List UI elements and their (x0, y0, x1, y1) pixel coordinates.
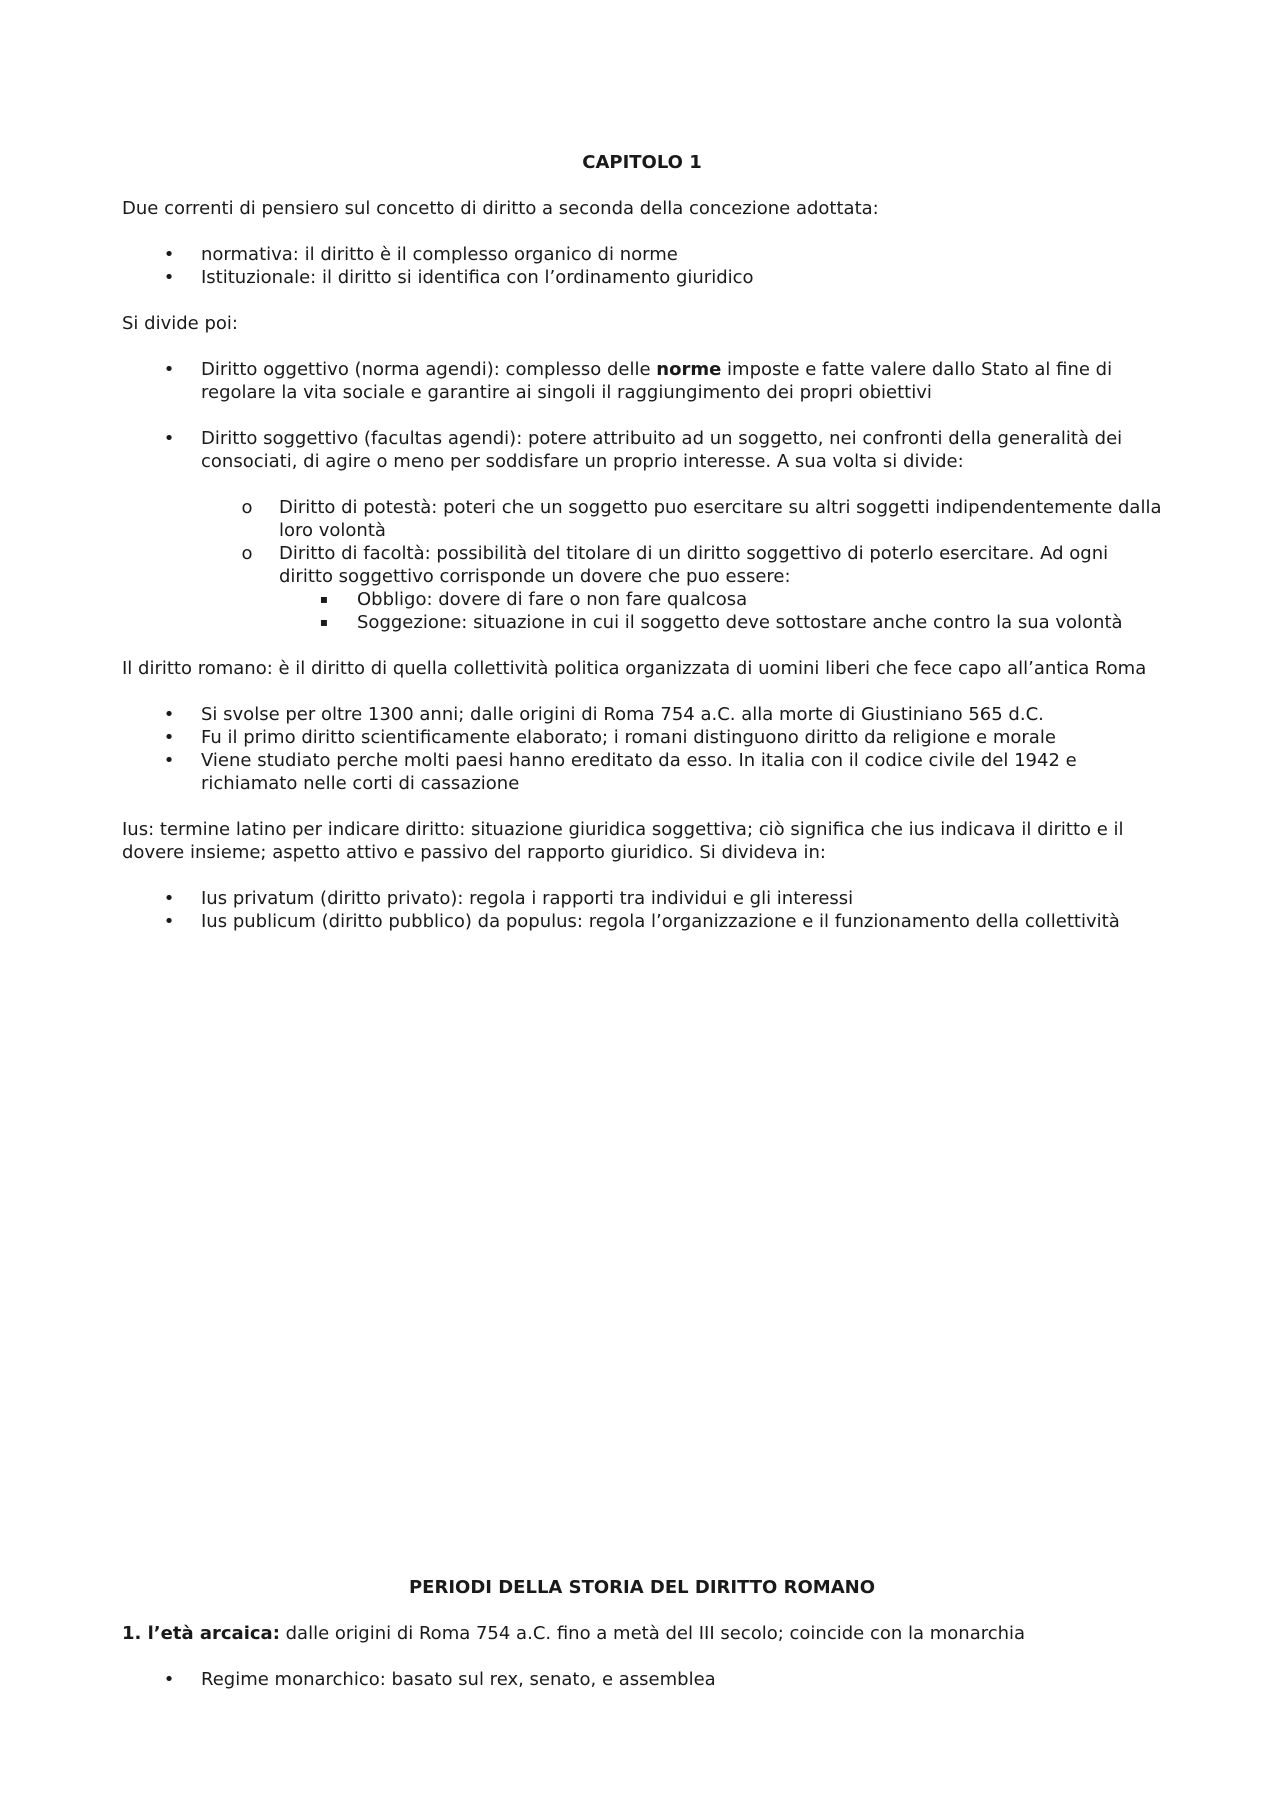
ius-paragraph: Ius: termine latino per indicare diritto: situazione giuridica soggettiva; ciò significa che ius indicava il diritto e il dovere insieme; aspetto attivo e passivo del rapporto giuridico. Si divideva in: (122, 819, 1124, 863)
bullet-marker: • (163, 750, 175, 771)
list-item: • Ius privatum (diritto privato): regola i rapporti tra individui e gli interessi (163, 888, 854, 909)
chapter-1-section (122, 151, 1162, 933)
sottotipi-list (122, 496, 1162, 634)
list-item: • Viene studiato perche molti paesi hanno ereditato da esso. In italia con il codice civile del 1942 e richiamato nelle corti di cassazione (163, 750, 1077, 794)
list-item: o Diritto di potestà: poteri che un soggetto puo esercitare su altri soggetti indipendentemente dalla loro volontà (241, 497, 1162, 541)
bullet-marker: • (163, 359, 175, 380)
divide-paragraph: Si divide poi: (122, 313, 238, 334)
bullet-marker: • (163, 888, 175, 909)
bullet-marker: • (163, 244, 175, 265)
list-item: o Diritto di facoltà: possibilità del titolare di un diritto soggettivo di poterlo esercitare. Ad ogni diritto soggettivo corrisponde un dovere che puo essere: (241, 543, 1109, 587)
bullet-marker: • (163, 727, 175, 748)
list-item-oggettivo: • Diritto oggettivo (norma agendi): complesso delle norme imposte e fatte valere dallo Stato al fine di regolare la vita sociale e garantire ai singoli il raggiungimento dei propri obiettivi (163, 359, 1113, 403)
bullet-marker: • (163, 428, 175, 449)
circle-marker: o (241, 497, 253, 518)
periodi-section (122, 1576, 1162, 1691)
list-item: ▪ Soggezione: situazione in cui il soggetto deve sottostare anche contro la sua volontà (122, 611, 1162, 634)
square-marker: ▪ (319, 592, 329, 606)
list-item: • normativa: il diritto è il complesso organico di norme (163, 244, 678, 265)
square-marker: ▪ (319, 615, 329, 629)
list-item: • Regime monarchico: basato sul rex, senato, e assemblea (163, 1669, 716, 1690)
list-item: • Si svolse per oltre 1300 anni; dalle origini di Roma 754 a.C. alla morte di Giustiniano 565 d.C. (163, 704, 1044, 725)
circle-marker: o (241, 543, 253, 564)
bullet-marker: • (163, 911, 175, 932)
list-item: ▪ Obbligo: dovere di fare o non fare qualcosa (122, 588, 1162, 611)
period-1-list (122, 1668, 1162, 1691)
list-item: • Ius publicum (diritto pubblico) da populus: regola l’organizzazione e il funzionamento della collettività (163, 911, 1120, 932)
diritto-romano-paragraph: Il diritto romano: è il diritto di quella collettività politica organizzata di uomini liberi che fece capo all’antica Roma (122, 658, 1147, 679)
bullet-marker: • (163, 1669, 175, 1690)
ius-list (122, 887, 1162, 933)
concezioni-list (122, 243, 1162, 289)
intro-paragraph: Due correnti di pensiero sul concetto di diritto a seconda della concezione adottata: (122, 198, 879, 219)
list-item: • Istituzionale: il diritto si identifica con l’ordinamento giuridico (163, 267, 754, 288)
chapter-title: CAPITOLO 1 (582, 152, 702, 173)
list-item: • Fu il primo diritto scientificamente elaborato; i romani distinguono diritto da religione e morale (163, 727, 1056, 748)
romano-list (122, 703, 1162, 795)
list-item-soggettivo: • Diritto soggettivo (facultas agendi): potere attribuito ad un soggetto, nei confronti della generalità dei consociati, di agire o meno per soddisfare un proprio interesse. A sua volta si divide: (163, 428, 1123, 472)
period-1-paragraph: 1. l’età arcaica: dalle origini di Roma 754 a.C. fino a metà del III secolo; coincide con la monarchia (122, 1623, 1026, 1644)
bullet-marker: • (163, 704, 175, 725)
diritto-soggettivo-list (122, 427, 1162, 473)
periodi-title: PERIODI DELLA STORIA DEL DIRITTO ROMANO (408, 1577, 875, 1598)
diritto-types-list (122, 358, 1162, 404)
bullet-marker: • (163, 267, 175, 288)
